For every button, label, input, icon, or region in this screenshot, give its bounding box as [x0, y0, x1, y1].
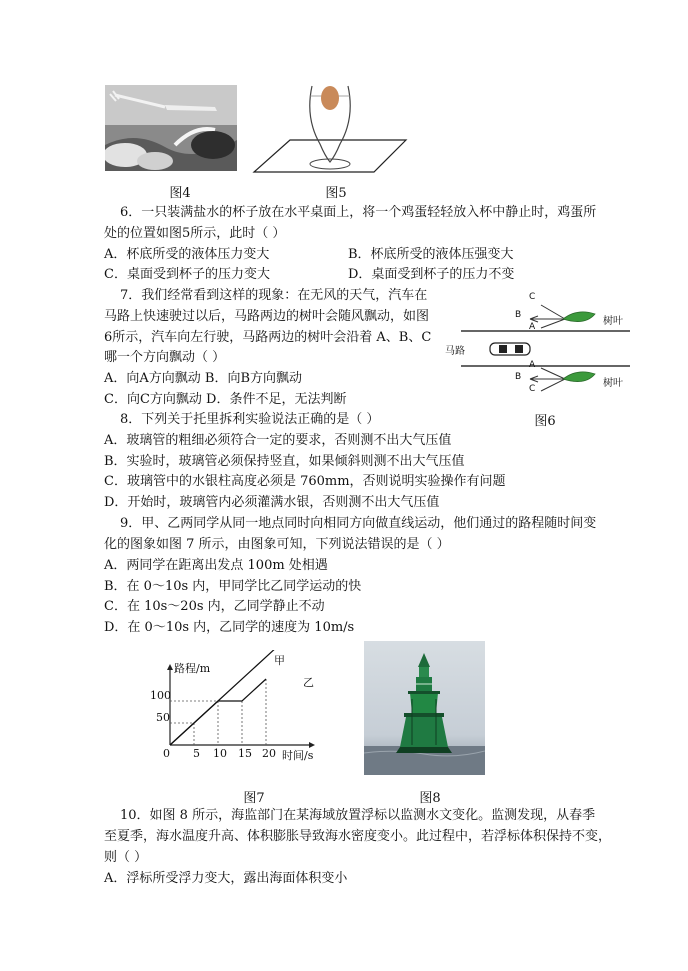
q9-option-d: D．在 0～10s 内，乙同学的速度为 10m/s	[104, 620, 355, 635]
fig6-label-b-top: B	[515, 310, 522, 320]
q8-option-b: B．实验时，玻璃管必须保持竖直，如果倾斜则测不出大气压值	[104, 454, 465, 469]
fig7-ytick-50: 50	[156, 711, 170, 724]
q9-option-b: B．在 0～10s 内，甲同学比乙同学运动的快	[104, 579, 362, 594]
q7-options-cd: C．向C方向飘动 D．条件不足，无法判断	[104, 392, 347, 407]
q9-stem-line2: 化的图象如图 7 所示，由图象可知，下列说法错误的是（ ）	[104, 537, 450, 552]
q10-stem-line2: 至夏季，海水温度升高、体积膨胀导致海水密度变小。此过程中，若浮标体积保持不变，	[104, 829, 612, 844]
fig7-xtick-5: 5	[193, 747, 200, 760]
q7-stem-line2: 马路上快速驶过以后，马路两边的树叶会随风飘动，如图	[104, 309, 430, 324]
q10-stem-line3: 则（ ）	[104, 850, 148, 865]
fig7-xtick-15: 15	[238, 747, 252, 760]
figure-6-road-diagram	[445, 290, 670, 405]
fig7-xtick-20: 20	[262, 747, 276, 760]
q7-options-ab: A．向A方向飘动 B．向B方向飘动	[104, 371, 303, 386]
fig7-x-axis-label: 时间/s	[282, 749, 314, 762]
figure-7-chart	[150, 650, 330, 765]
fig7-series-yi-line	[170, 679, 266, 745]
q8-option-d: D．开始时，玻璃管内必须灌满水银，否则测不出大气压值	[104, 495, 440, 510]
q10-stem-line1: 10．如图 8 所示，海监部门在某海域放置浮标以监测水文变化。监测发现，从春季	[120, 808, 596, 823]
fig7-y-arrow	[167, 664, 173, 670]
q6-option-a: A．杯底所受的液体压力变大	[104, 247, 270, 262]
figure-5-egg-in-glass	[250, 78, 410, 176]
fig7-xtick-10: 10	[213, 747, 227, 760]
figure-4-caption: 图4	[169, 186, 191, 201]
fig6-label-a-top: A	[529, 322, 536, 332]
fig7-ytick-100: 100	[150, 689, 171, 702]
fig6-label-b-bottom: B	[515, 372, 522, 382]
figure-8-buoy-photo	[364, 641, 485, 775]
q6-stem-line1: 6．一只装满盐水的杯子放在水平桌面上，将一个鸡蛋轻轻放入杯中静止时，鸡蛋所	[120, 205, 597, 220]
fig7-y-axis-label: 路程/m	[174, 662, 211, 675]
fig7-series-jia-label: 甲	[274, 654, 285, 667]
q8-option-c: C．玻璃管中的水银柱高度必须是 760mm，否则说明实验操作有问题	[104, 474, 506, 489]
q6-option-c: C．桌面受到杯子的压力变大	[104, 267, 270, 282]
q9-stem-line1: 9．甲、乙两同学从同一地点同时向相同方向做直线运动，他们通过的路程随时间变	[120, 516, 597, 531]
q6-option-b: B．杯底所受的液体压强变大	[348, 247, 514, 262]
figure-7-caption: 图7	[243, 791, 265, 806]
q6-option-d: D．桌面受到杯子的压力不变	[348, 267, 515, 282]
fig6-leaf-label-bottom: 树叶	[603, 378, 623, 389]
figure-6-caption: 图6	[534, 414, 556, 429]
q7-stem-line4: 哪一个方向飘动（ ）	[104, 350, 226, 365]
figure-8-caption: 图8	[419, 791, 441, 806]
fig6-label-c-top: C	[529, 292, 536, 302]
fig7-series-yi-label: 乙	[303, 676, 314, 689]
q9-option-c: C．在 10s～20s 内，乙同学静止不动	[104, 599, 325, 614]
q6-stem-line2: 处的位置如图5所示，此时（ ）	[104, 226, 286, 241]
fig6-road-label: 马路	[445, 346, 465, 357]
fig7-xtick-0: 0	[163, 747, 170, 760]
figure-5-caption: 图5	[325, 186, 347, 201]
q9-option-a: A．两同学在距离出发点 100m 处相遇	[104, 558, 328, 573]
fig6-label-a-bottom: A	[529, 360, 536, 370]
fig6-leaf-label-top: 树叶	[603, 316, 623, 327]
q7-stem-line1: 7．我们经常看到这样的现象：在无风的天气，汽车在	[120, 288, 428, 303]
q8-stem: 8．下列关于托里拆利实验说法正确的是（ ）	[120, 412, 380, 427]
figure-4-photo	[105, 85, 237, 171]
q10-option-a: A．浮标所受浮力变大，露出海面体积变小	[104, 871, 348, 886]
q7-stem-line3: 6所示，汽车向左行驶，马路两边的树叶会沿着 A、B、C	[104, 330, 432, 345]
q8-option-a: A．玻璃管的粗细必须符合一定的要求，否则测不出大气压值	[104, 433, 452, 448]
fig6-label-c-bottom: C	[529, 384, 536, 394]
